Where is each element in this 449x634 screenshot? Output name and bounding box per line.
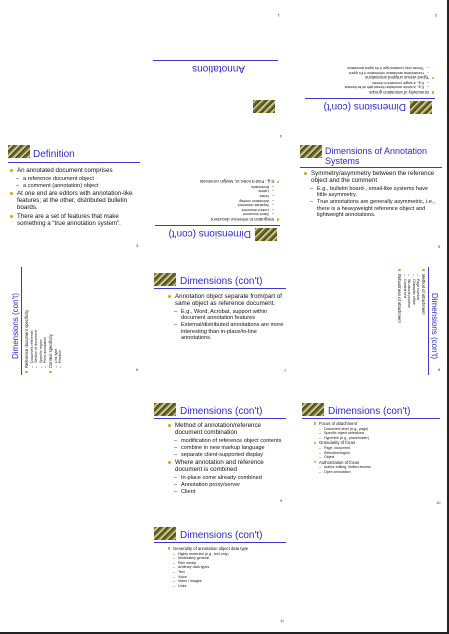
slide-number: 5 bbox=[438, 244, 441, 249]
bullet: Typed versus untyped annotations bbox=[304, 75, 434, 80]
slide-number: 10 bbox=[436, 500, 441, 505]
bullet: Where annotation and reference document is combined bbox=[168, 459, 288, 473]
sub-bullet: – Human/clear annotation information if it's typed bbox=[304, 70, 434, 74]
sub-bullet: – Annotation overlay bbox=[154, 198, 279, 202]
slide-title: Definition bbox=[33, 149, 75, 160]
sub-bullet: – Linked document bbox=[154, 207, 279, 211]
slide-annotations bbox=[148, 8, 283, 118]
slide-number: 7 bbox=[284, 368, 287, 373]
title-rule bbox=[300, 167, 442, 168]
slide-body bbox=[304, 170, 439, 219]
sub-bullet: – a comment (annotation) object bbox=[10, 183, 140, 189]
sub-bullet: – Page, document bbox=[314, 446, 440, 450]
sub-bullet: – Labels bbox=[154, 189, 279, 193]
bullet: Symmetry/asymmetry between the reference object and the comment bbox=[304, 170, 439, 184]
slide-title: Dimensions (con't) bbox=[180, 530, 263, 541]
sub-bullet: – Hyperlink (e.g., placeholder) bbox=[314, 436, 440, 440]
slide-definition bbox=[6, 140, 142, 252]
sub-bullet: – True annotations are generally asymmetric, i.e., there is a heavyweight reference object and lightweight annotations. bbox=[304, 199, 439, 218]
sub-bullet: – Client bbox=[168, 489, 288, 495]
slide-body bbox=[10, 167, 140, 229]
sub-bullet: – Same document bbox=[154, 212, 279, 216]
slide-dimensions-7 bbox=[150, 268, 290, 378]
slide-logo bbox=[154, 273, 176, 286]
sub-bullet: – Author editing, limited access bbox=[314, 465, 440, 469]
bullet: An annotated document comprises bbox=[10, 167, 140, 174]
slide-dimensions-4 bbox=[150, 130, 285, 245]
sub-bullet: – Open annotation bbox=[314, 470, 440, 474]
slide-logo bbox=[300, 145, 322, 158]
slide-logo bbox=[255, 228, 277, 241]
title-rule bbox=[155, 225, 280, 226]
bullet: There are a set of features that make something a “true annotation system”. bbox=[10, 213, 140, 227]
sub-bullet: – Notes bbox=[154, 194, 279, 198]
slide-title: Dimensions (con't) bbox=[11, 293, 20, 359]
sub-bullet: – a reference document object bbox=[10, 176, 140, 182]
sub-bullet: – Moderately general bbox=[168, 556, 286, 560]
slide-body bbox=[24, 269, 63, 373]
bullet: E.g., Post-It notes vs. Margin comments bbox=[154, 179, 279, 184]
title-rule bbox=[154, 288, 286, 289]
sub-bullet: – Text bbox=[168, 570, 286, 574]
sub-bullet: – Structural position bbox=[407, 269, 411, 373]
sub-bullet: – Selection/region bbox=[314, 451, 440, 455]
slide-logo bbox=[154, 403, 176, 416]
sub-bullet: – Rich media bbox=[168, 561, 286, 565]
bullet: Generality of annotation object data type bbox=[168, 546, 286, 551]
sub-bullet: – separate client-supported display bbox=[168, 452, 288, 458]
sub-bullet: – E.g., bulletin board-, email-like systems have little asymmetry. bbox=[304, 186, 439, 199]
bullet: Reference document specificity bbox=[24, 269, 29, 373]
slide-logo bbox=[154, 527, 176, 540]
sub-bullet: – Section of document bbox=[34, 269, 38, 373]
sub-bullet: – Character offset bbox=[411, 269, 415, 373]
sub-bullet: – Document-level (e.g., page) bbox=[314, 427, 440, 431]
bullet: Focus of attachment bbox=[314, 421, 440, 426]
title-rule bbox=[428, 267, 429, 375]
title-rule bbox=[153, 60, 278, 61]
slide-title: Dimensions (con't) bbox=[328, 406, 411, 417]
slide-number: 8 bbox=[438, 367, 441, 372]
sub-bullet: – Position bbox=[58, 269, 62, 373]
sub-bullet: – Page number bbox=[416, 269, 420, 373]
title-rule bbox=[154, 542, 286, 543]
slide-number: 2 bbox=[434, 13, 437, 18]
bullet: Robustness of attachment bbox=[397, 269, 402, 373]
slide-number: 1 bbox=[277, 13, 280, 18]
slide-dimensions-6-wrapper bbox=[6, 265, 142, 377]
bullet: Granularity of annotation groups bbox=[304, 90, 434, 95]
sub-bullet: – E.g., Word, Acrobat, support within document annotation features bbox=[168, 309, 286, 322]
slide-title: Dimensions of Annotation Systems bbox=[325, 146, 428, 166]
slide-logo bbox=[253, 100, 275, 113]
sub-bullet: – Document reference bbox=[30, 269, 34, 373]
title-rule bbox=[154, 418, 286, 419]
sub-bullet: – Arbitrary data types bbox=[168, 565, 286, 569]
slide-number: 11 bbox=[280, 618, 285, 623]
slide-body bbox=[304, 65, 434, 95]
slide-body bbox=[154, 179, 279, 222]
slide-number: 9 bbox=[280, 498, 283, 503]
slide-title: Dimensions (con't) bbox=[180, 406, 263, 417]
slide-dimensions-8-wrapper bbox=[298, 265, 444, 377]
slide-dimensions-of-annotation-systems bbox=[298, 140, 444, 252]
sub-bullet: – Point annotation bbox=[43, 269, 47, 373]
slide-body bbox=[396, 269, 426, 373]
slide-title: Dimensions (con't) bbox=[168, 228, 251, 239]
slide-dimensions-9 bbox=[150, 398, 290, 508]
slide-body bbox=[314, 421, 440, 475]
sub-bullet: – Video / images bbox=[168, 579, 286, 583]
sub-bullet: – Thread only contains type if it's typed annotation bbox=[304, 66, 434, 70]
slide-title: Dimensions (con't) bbox=[430, 293, 439, 359]
slide-logo bbox=[410, 101, 432, 114]
slide-dimensions-2 bbox=[300, 8, 440, 118]
sub-bullet: – Specific region bbox=[39, 269, 43, 373]
slide-title: Dimensions (con't) bbox=[180, 276, 263, 287]
sub-bullet: – Voice bbox=[168, 575, 286, 579]
slide-dimensions-11 bbox=[150, 522, 290, 628]
slide-dimensions-8 bbox=[298, 265, 444, 377]
sub-bullet: – Specific object selections bbox=[314, 431, 440, 435]
sub-bullet: – E.g., a single comment in thread bbox=[304, 80, 434, 84]
bullet: Context specificity bbox=[48, 269, 53, 373]
title-rule bbox=[302, 418, 440, 419]
bullet: Method of attachment bbox=[421, 269, 426, 373]
sub-bullet: – Object bbox=[314, 455, 440, 459]
bullet: At one end are editors with annotation-like features; at the other, distributed bulletin boards. bbox=[10, 190, 140, 212]
slide-number: 3 bbox=[136, 243, 139, 248]
bullet: Annotation object separate from/part of same object as reference document. bbox=[168, 293, 286, 307]
title-rule bbox=[8, 162, 140, 163]
title-rule bbox=[21, 267, 22, 375]
slide-dimensions-6 bbox=[6, 265, 142, 377]
sub-bullet: – Separate document bbox=[154, 203, 279, 207]
sub-bullet: – combine in new markup language bbox=[168, 445, 288, 451]
slide-number: 4 bbox=[279, 134, 282, 139]
title-rule bbox=[305, 98, 435, 99]
slide-body bbox=[168, 293, 286, 342]
sub-bullet: – Context text bbox=[402, 269, 406, 373]
slide-body bbox=[168, 546, 286, 588]
slide-logo bbox=[8, 145, 30, 158]
sub-bullet: – Links bbox=[168, 584, 286, 588]
sub-bullet: – E.g., a whole annotation thread with all its threads bbox=[304, 85, 434, 89]
slide-logo bbox=[302, 403, 324, 416]
slide-title: Dimensions (con't) bbox=[323, 101, 406, 112]
slide-body bbox=[168, 422, 288, 496]
sub-bullet: – In-place come already combined bbox=[168, 475, 288, 481]
sub-bullet: – Bookmarks bbox=[154, 184, 279, 188]
sub-bullet: – Link type bbox=[54, 269, 58, 373]
sub-bullet: – Annotation proxy/server bbox=[168, 482, 288, 488]
slide-number: 6 bbox=[136, 367, 139, 372]
bullet: Method of annotation/reference document combination bbox=[168, 422, 288, 436]
sub-bullet: – modification of reference object contents bbox=[168, 438, 288, 444]
slide-title: Annotations bbox=[192, 63, 245, 74]
bullet: Integration to reference document bbox=[154, 217, 279, 222]
slide-dimensions-10 bbox=[298, 398, 444, 510]
sub-bullet: – Highly restricted (e.g., text only) bbox=[168, 552, 286, 556]
bullet: Granularity of focus bbox=[314, 440, 440, 445]
bullet: Authorization of focus bbox=[314, 460, 440, 465]
sub-bullet: – External/distributed annotations are more interesting than in-place/in-line annotations. bbox=[168, 322, 286, 341]
